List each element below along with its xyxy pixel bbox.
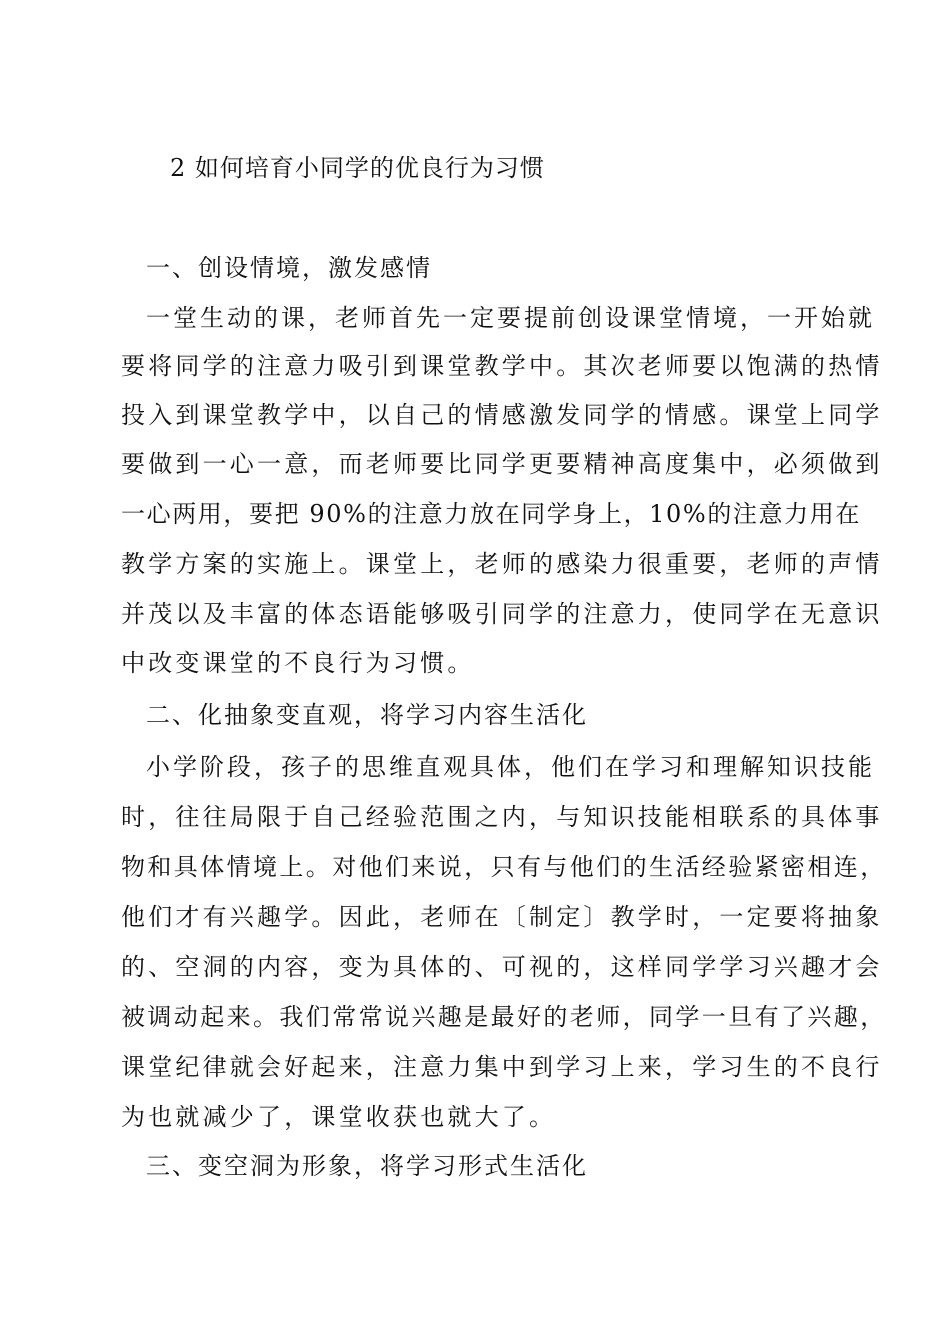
paragraph-line: 投入到课堂教学中，以自己的情感激发同学的情感。课堂上同学 (121, 401, 883, 429)
paragraph-line: 他们才有兴趣学。因此，老师在〔制定〕教学时，一定要将抽象 (121, 903, 883, 931)
paragraph-line: 小学阶段，孩子的思维直观具体，他们在学习和理解知识技能 (146, 753, 875, 781)
paragraph-line: 时，往往局限于自己经验范围之内，与知识技能相联系的具体事 (121, 803, 883, 831)
paragraph-line: 一堂生动的课，老师首先一定要提前创设课堂情境，一开始就 (146, 304, 875, 332)
paragraph-line: 并茂以及丰富的体态语能够吸引同学的注意力，使同学在无意识 (121, 600, 883, 628)
paragraph-line: 课堂纪律就会好起来，注意力集中到学习上来，学习生的不良行 (121, 1053, 883, 1081)
paragraph-line: 为也就减少了，课堂收获也就大了。 (121, 1103, 557, 1131)
paragraph-line: 教学方案的实施上。课堂上，老师的感染力很重要，老师的声情 (121, 550, 883, 578)
paragraph-line: 要做到一心一意，而老师要比同学更要精神高度集中，必须做到 (121, 450, 883, 478)
paragraph-line: 被调动起来。我们常常说兴趣是最好的老师，同学一旦有了兴趣， (121, 1003, 887, 1031)
document-title: 2 如何培育小同学的优良行为习惯 (170, 154, 545, 182)
paragraph-line: 的、空洞的内容，变为具体的、可视的，这样同学学习兴趣才会 (121, 953, 883, 981)
section-heading-2: 二、化抽象变直观，将学习内容生活化 (146, 701, 588, 729)
paragraph-line: 中改变课堂的不良行为习惯。 (121, 649, 475, 677)
paragraph-line: 要将同学的注意力吸引到课堂教学中。其次老师要以饱满的热情 (121, 352, 883, 380)
section-heading-1: 一、创设情境，激发感情 (146, 254, 432, 282)
section-heading-3: 三、变空洞为形象，将学习形式生活化 (146, 1152, 588, 1180)
paragraph-line: 一心两用，要把 90%的注意力放在同学身上，10%的注意力用在 (121, 500, 861, 528)
paragraph-line: 物和具体情境上。对他们来说，只有与他们的生活经验紧密相连， (121, 853, 887, 881)
